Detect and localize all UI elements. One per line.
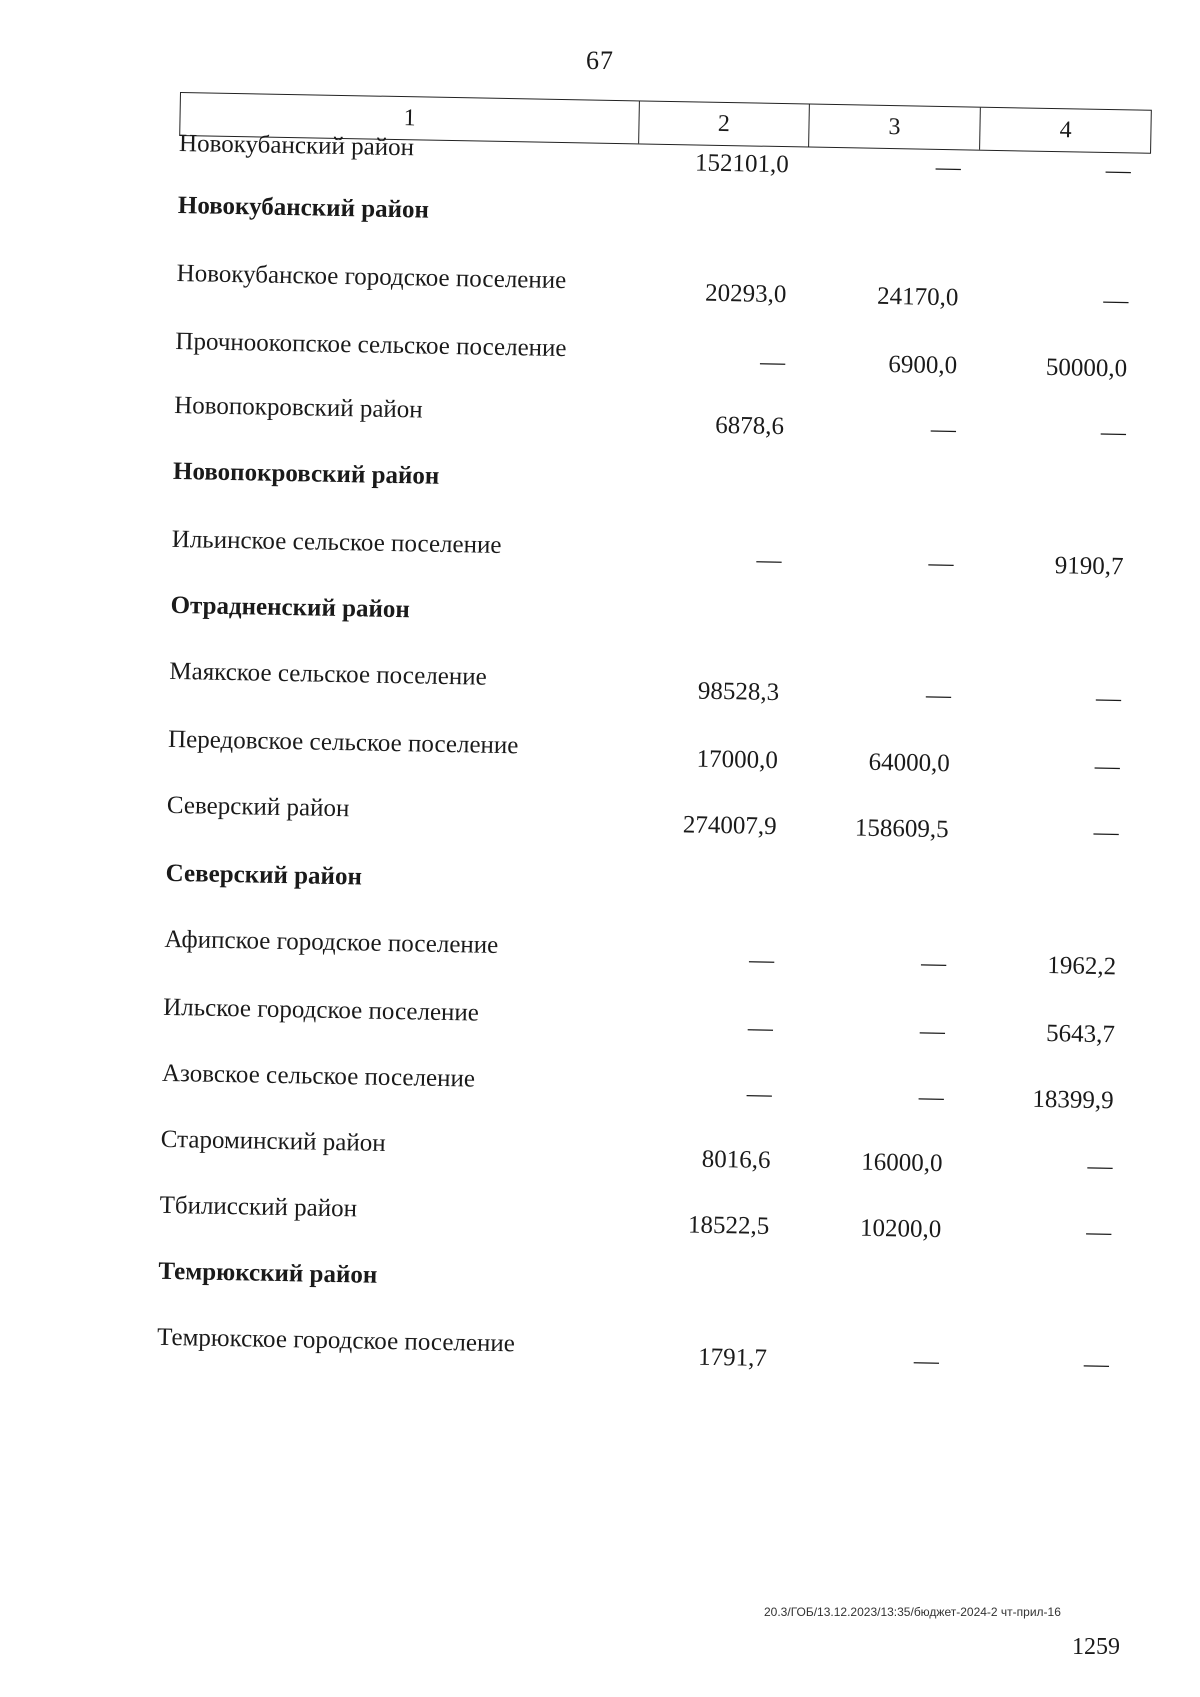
budget-table	[156, 92, 1152, 1379]
cell-col3: 64000,0	[868, 748, 951, 778]
cell-col2: 152101,0	[694, 149, 790, 179]
group-header-row	[165, 860, 1200, 920]
footer-document-code: 20.3/ГОБ/13.12.2023/13:35/бюджет-2024-2 чт-прил-16	[764, 1605, 1061, 1619]
group-header-row	[158, 1258, 1200, 1318]
row-name: Прочноокопское сельское поселение	[175, 327, 567, 363]
cell-col3: 6900,0	[888, 351, 958, 380]
cell-col2: 18522,5	[687, 1211, 770, 1240]
table-row	[166, 792, 1200, 852]
cell-col4: 18399,9	[1032, 1085, 1114, 1115]
cell-col2: —	[748, 946, 775, 975]
page-number: 67	[586, 46, 614, 75]
cell-col3: —	[935, 153, 961, 182]
table-row	[163, 994, 1200, 1054]
cell-col4: —	[1083, 1350, 1110, 1379]
cell-col4: —	[1093, 818, 1119, 847]
cell-col2: 274007,9	[682, 811, 777, 841]
cell-col2: 17000,0	[696, 745, 779, 775]
cell-col2: —	[759, 348, 786, 377]
cell-col3: —	[918, 1083, 944, 1112]
cell-col4: 50000,0	[1045, 353, 1128, 383]
group-name: Темрюкский район	[158, 1257, 378, 1289]
table-row	[176, 260, 1200, 320]
row-name: Маякское сельское поселение	[169, 657, 487, 691]
row-name: Северский район	[166, 791, 350, 823]
row-name: Афипское городское поселение	[164, 925, 499, 959]
cell-col3: —	[920, 949, 947, 978]
cell-col3: —	[928, 549, 954, 578]
cell-col2: 20293,0	[704, 279, 787, 309]
cell-col2: 6878,6	[714, 411, 785, 441]
cell-col4: 1962,2	[1047, 952, 1117, 981]
cell-col4: 5643,7	[1045, 1020, 1116, 1049]
cell-col2: 8016,6	[701, 1145, 771, 1174]
group-header-row	[173, 458, 1200, 518]
cell-col2: —	[747, 1014, 774, 1043]
table-row	[171, 526, 1200, 586]
table-row	[160, 1126, 1200, 1186]
cell-col4: —	[1103, 286, 1129, 315]
table-row	[169, 658, 1200, 718]
group-name: Отрадненский район	[170, 591, 411, 624]
cell-col3: —	[913, 1347, 940, 1376]
cell-col3: —	[925, 681, 952, 710]
cell-col4: —	[1100, 418, 1127, 447]
cell-col4: 9190,7	[1054, 552, 1124, 581]
group-name: Новокубанский район	[177, 191, 430, 224]
cell-col2: 1791,7	[697, 1343, 768, 1372]
row-name: Передовское сельское поселение	[167, 725, 519, 760]
cell-col4: —	[1105, 156, 1131, 185]
cell-col3: —	[919, 1017, 946, 1046]
cell-col2: —	[746, 1080, 772, 1109]
row-name: Староминский район	[160, 1125, 386, 1157]
table-row	[159, 1192, 1200, 1252]
row-name: Темрюкское городское поселение	[156, 1323, 516, 1358]
cell-col4: —	[1086, 1218, 1112, 1247]
group-name: Северский район	[165, 859, 363, 891]
group-header-row	[177, 192, 1200, 252]
row-name: Ильинское сельское поселение	[171, 525, 502, 559]
row-name: Тбилисский район	[159, 1191, 358, 1223]
row-name: Ильское городское поселение	[162, 993, 480, 1027]
row-name: Азовское сельское поселение	[161, 1059, 476, 1093]
group-name: Новопокровский район	[172, 457, 440, 490]
table-row	[168, 726, 1200, 786]
cell-col3: 24170,0	[876, 282, 959, 312]
group-header-row	[170, 592, 1200, 652]
header-col-1: 1	[180, 93, 640, 143]
cell-col3: 10200,0	[859, 1214, 942, 1244]
header-col-2: 2	[639, 101, 809, 146]
row-name: Новопокровский район	[174, 391, 423, 424]
cell-col4: —	[1095, 684, 1122, 713]
row-name: Новокубанское городское поселение	[176, 259, 567, 295]
cell-col4: —	[1094, 752, 1121, 781]
cell-col2: 98528,3	[697, 677, 780, 707]
table-row	[157, 1324, 1200, 1384]
table-row	[164, 926, 1200, 986]
cell-col3: 158609,5	[854, 814, 949, 844]
table-row	[175, 328, 1200, 388]
footer-sheet-number: 1259	[1072, 1634, 1120, 1660]
table-row	[162, 1060, 1200, 1120]
table-row	[174, 392, 1200, 452]
header-col-4: 4	[1059, 116, 1072, 143]
cell-col3: —	[930, 415, 957, 444]
header-col-3: 3	[809, 105, 981, 150]
cell-col4: —	[1087, 1152, 1113, 1181]
cell-col2: —	[756, 546, 782, 575]
cell-col3: 16000,0	[861, 1148, 943, 1178]
row-name: Новокубанский район	[178, 129, 415, 162]
